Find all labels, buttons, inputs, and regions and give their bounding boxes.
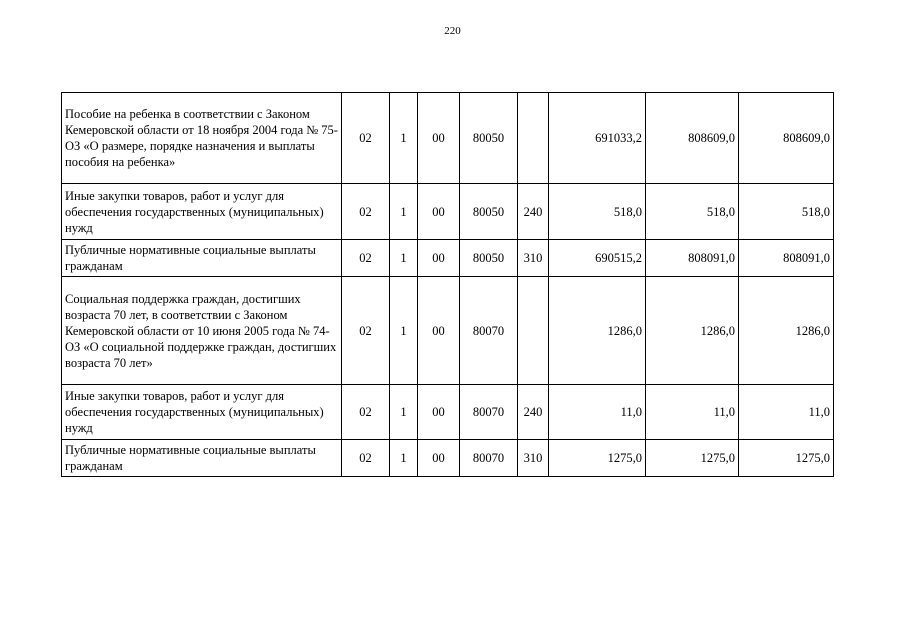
amount-1-cell: 691033,2: [549, 93, 646, 184]
budget-table: [61, 92, 834, 477]
expense-type-cell: [518, 277, 549, 385]
program-cell: 00: [418, 385, 460, 440]
amount-1-cell: 11,0: [549, 385, 646, 440]
section-cell: 02: [342, 240, 390, 277]
amount-1-cell: 690515,2: [549, 240, 646, 277]
subsection-cell: 1: [390, 277, 418, 385]
code-cell: 80070: [460, 277, 518, 385]
table-row: [62, 440, 834, 477]
page-number: 220: [444, 25, 461, 37]
row-name: Социальная поддержка граждан, достигших возраста 70 лет, в соответствии с Законом Кемеровской области от 10 июня 2005 года № 74-ОЗ «О социальной поддержке граждан, достигших возраста 70 лет»: [62, 277, 342, 385]
amount-3-cell: 1275,0: [739, 440, 834, 477]
amount-2-cell: 808609,0: [646, 93, 739, 184]
subsection-cell: 1: [390, 93, 418, 184]
code-cell: 80050: [460, 184, 518, 240]
amount-2-cell: 518,0: [646, 184, 739, 240]
table-row: [62, 385, 834, 440]
expense-type-cell: [518, 93, 549, 184]
subsection-cell: 1: [390, 440, 418, 477]
expense-type-cell: 240: [518, 385, 549, 440]
amount-3-cell: 518,0: [739, 184, 834, 240]
row-name: Публичные нормативные социальные выплаты гражданам: [62, 440, 342, 477]
amount-2-cell: 808091,0: [646, 240, 739, 277]
row-name: Публичные нормативные социальные выплаты гражданам: [62, 240, 342, 277]
section-cell: 02: [342, 184, 390, 240]
table-row: [62, 240, 834, 277]
section-cell: 02: [342, 93, 390, 184]
code-cell: 80050: [460, 240, 518, 277]
amount-2-cell: 11,0: [646, 385, 739, 440]
amount-1-cell: 1275,0: [549, 440, 646, 477]
expense-type-cell: 240: [518, 184, 549, 240]
program-cell: 00: [418, 184, 460, 240]
code-cell: 80050: [460, 93, 518, 184]
program-cell: 00: [418, 277, 460, 385]
expense-type-cell: 310: [518, 240, 549, 277]
subsection-cell: 1: [390, 184, 418, 240]
amount-3-cell: 11,0: [739, 385, 834, 440]
table-row: [62, 93, 834, 184]
amount-1-cell: 518,0: [549, 184, 646, 240]
table-row: [62, 277, 834, 385]
amount-1-cell: 1286,0: [549, 277, 646, 385]
section-cell: 02: [342, 385, 390, 440]
amount-3-cell: 1286,0: [739, 277, 834, 385]
code-cell: 80070: [460, 385, 518, 440]
row-name: Иные закупки товаров, работ и услуг для обеспечения государственных (муниципальных) нужд: [62, 385, 342, 440]
program-cell: 00: [418, 240, 460, 277]
row-name: Иные закупки товаров, работ и услуг для обеспечения государственных (муниципальных) нужд: [62, 184, 342, 240]
row-name: Пособие на ребенка в соответствии с Законом Кемеровской области от 18 ноября 2004 года № 75-ОЗ «О размере, порядке назначения и выплаты пособия на ребенка»: [62, 93, 342, 184]
section-cell: 02: [342, 440, 390, 477]
code-cell: 80070: [460, 440, 518, 477]
program-cell: 00: [418, 93, 460, 184]
subsection-cell: 1: [390, 240, 418, 277]
expense-type-cell: 310: [518, 440, 549, 477]
amount-2-cell: 1275,0: [646, 440, 739, 477]
program-cell: 00: [418, 440, 460, 477]
amount-2-cell: 1286,0: [646, 277, 739, 385]
amount-3-cell: 808091,0: [739, 240, 834, 277]
subsection-cell: 1: [390, 385, 418, 440]
table-row: [62, 184, 834, 240]
amount-3-cell: 808609,0: [739, 93, 834, 184]
section-cell: 02: [342, 277, 390, 385]
